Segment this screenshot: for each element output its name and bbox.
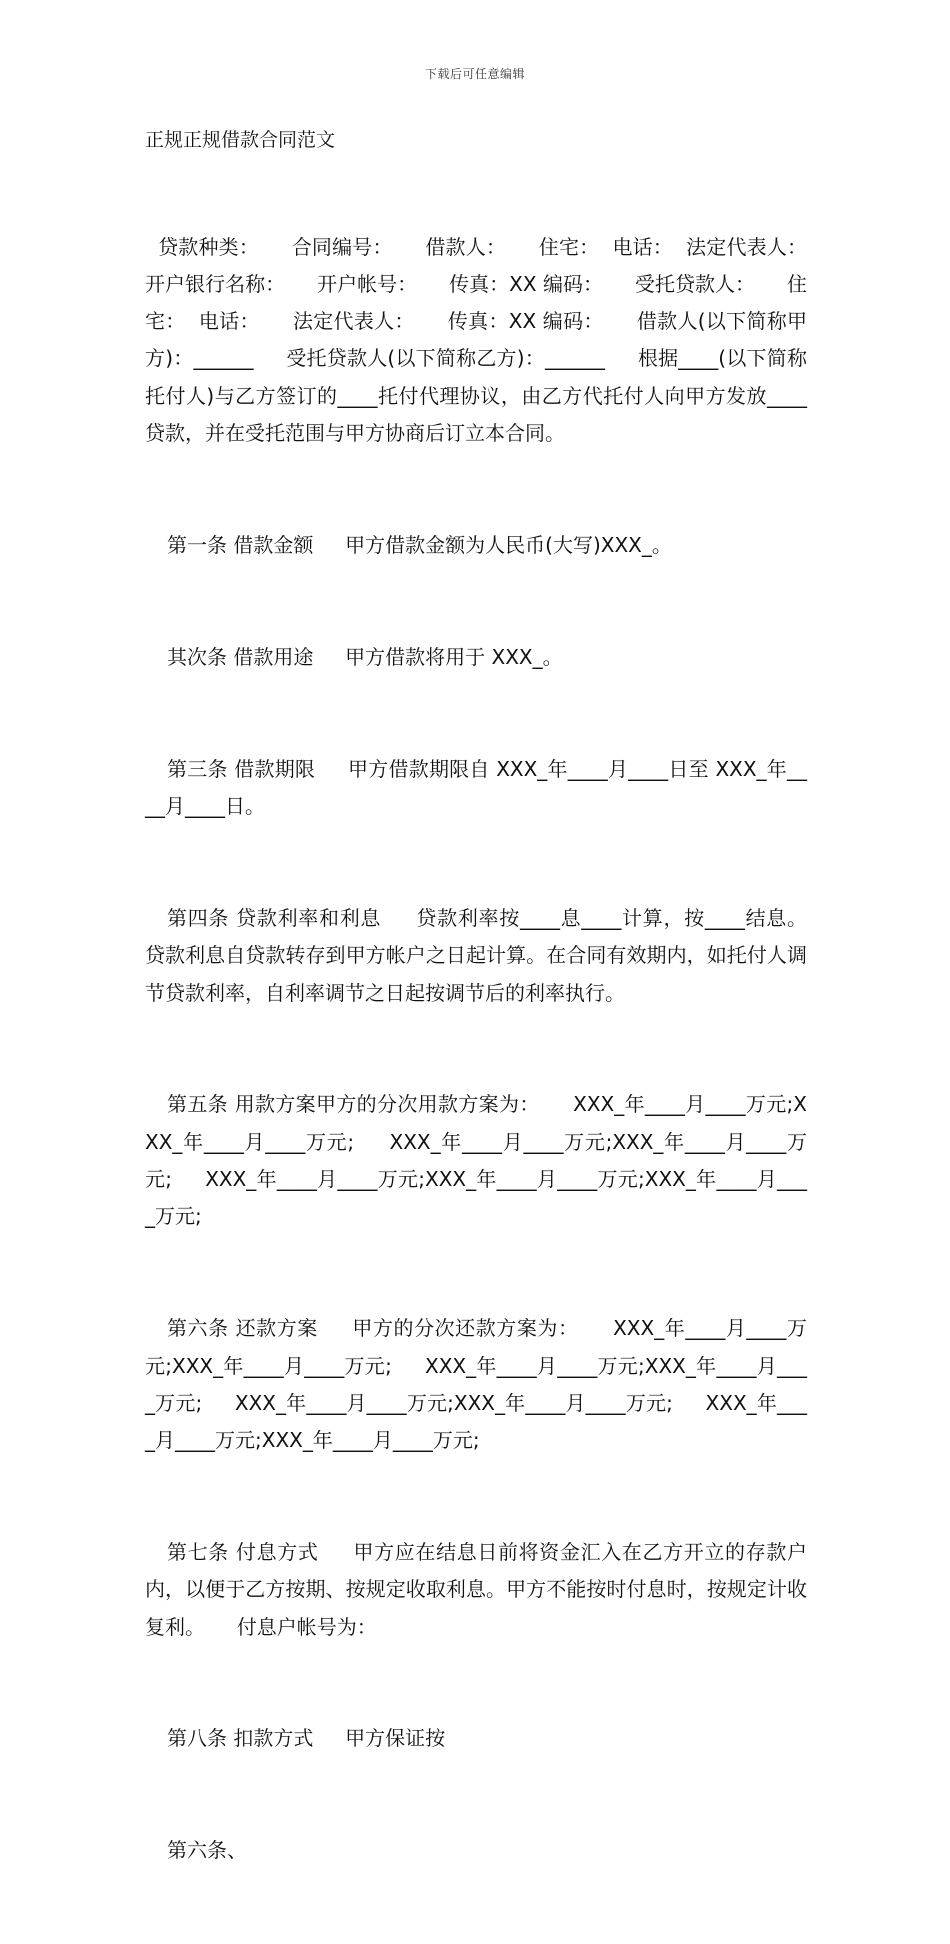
paragraph-article-8: 第八条 扣款方式 甲方保证按 [167, 1726, 446, 1751]
paragraph-article-4: 第四条 贷款利率和利息 贷款利率按____息____计算，按____结息。 贷款利息自贷款转存到甲方帐户之日起计算。在合同有效期内，如托付人调节贷款利率，自利率调节之日起按调节后的利率执行。 [145, 905, 839, 1005]
paragraph-article-5: 第五条 用款方案甲方的分次用款方案为： XXX_年____月____万元;XXX_年____月____万元; XXX_年____月____万元;XXX_年____月____万元; XXX_年____月____万元;XXX_年____月____万元;XXX_年____月____万元; [145, 1092, 807, 1229]
paragraph-preamble: 贷款种类： 合同编号： 借款人： 住宅： 电话： 法定代表人： 开户银行名称： 开户帐号： 传真：XX 编码： 受托贷款人： 住宅： 电话： 法定代表人： 传真：XX 编码： 借款人(以下简称甲方)：______ 受托贷款人(以下简称乙方)：______ 根据____(以下简称托付人)与乙方签订的____托付代理协议，由乙方代托付人向甲方发放____贷款，并在受托范围与甲方协商后订立本合同。 [145, 234, 839, 446]
paragraph-article-6-ref: 第六条、 [167, 1838, 247, 1863]
paragraph-article-6: 第六条 还款方案 甲方的分次还款方案为： XXX_年____月____万元;XXX_年____月____万元; XXX_年____月____万元;XXX_年____月____万元; XXX_年____月____万元;XXX_年____月____万元; XXX_年____月____万元;XXX_年____月____万元; [145, 1316, 807, 1453]
header-note: 下载后可任意编辑 [424, 67, 525, 81]
paragraph-article-2: 其次条 借款用途 甲方借款将用于 XXX_。 [167, 644, 563, 669]
contract-body [145, 154, 839, 1944]
paragraph-article-7: 第七条 付息方式 甲方应在结息日前将资金汇入在乙方开立的存款户内，以便于乙方按期、按规定收取利息。甲方不能按时付息时，按规定计收复利。 付息户帐号为： [145, 1539, 807, 1639]
paragraph-article-3: 第三条 借款期限 甲方借款期限自 XXX_年____月____日至 XXX_年____月____日。 [145, 756, 807, 819]
paragraph-article-1: 第一条 借款金额 甲方借款金额为人民币(大写)XXX_。 [167, 532, 672, 557]
document-title: 正规正规借款合同范文 [145, 129, 336, 151]
